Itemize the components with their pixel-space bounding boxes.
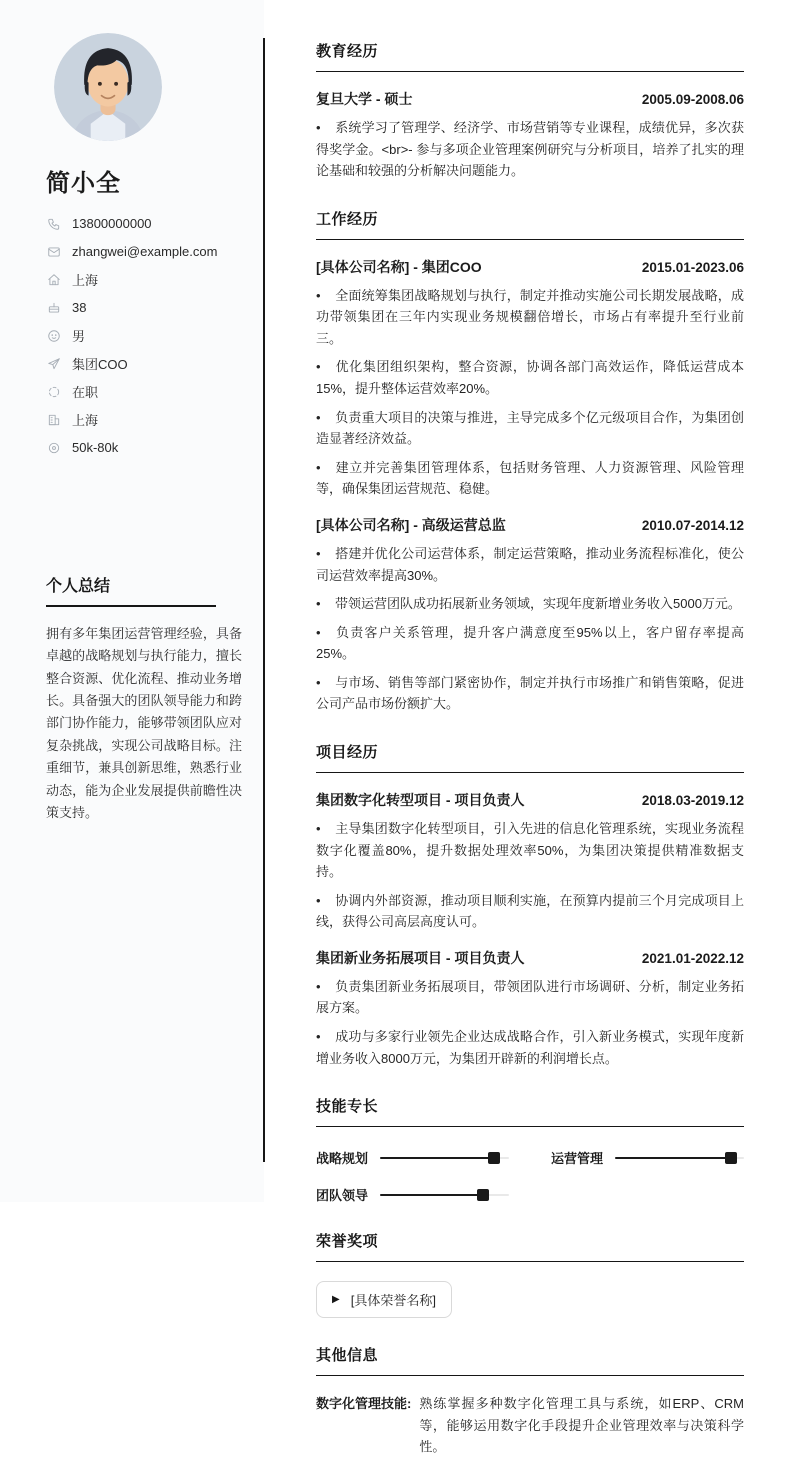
entry-date: 2018.03-2019.12	[641, 792, 744, 808]
contact-item	[46, 384, 240, 399]
contact-value: 13800000000	[72, 216, 152, 231]
contact-value: 在职	[72, 385, 99, 400]
gender-icon	[46, 328, 61, 343]
contact-item	[46, 412, 240, 427]
age-icon	[46, 300, 61, 315]
entry-title: [具体公司名称] - 集团COO	[316, 258, 482, 275]
entry-date: 2015.01-2023.06	[641, 259, 744, 275]
section-work	[316, 208, 744, 715]
status-icon	[46, 384, 61, 399]
contact-item	[46, 216, 240, 231]
summary-text: 拥有多年集团运营管理经验，具备卓越的战略规划与执行能力，擅长整合资源、优化流程、推动业务增长。具备强大的团队领导能力和跨部门协作能力，能够带领团队应对复杂挑战，实现公司战略目标。注重细节，兼具创新思维，熟悉行业动态，能为企业发展提供前瞻性决策支持。	[46, 626, 242, 820]
skill-label: 运营管理	[551, 1151, 604, 1167]
section-title-honors: 荣誉奖项	[316, 1230, 744, 1262]
skill-slider-fill	[380, 1157, 494, 1159]
skill-slider-track[interactable]	[615, 1157, 744, 1159]
skill-slider-track[interactable]	[380, 1194, 509, 1196]
section-skills	[316, 1095, 744, 1204]
skill-label: 团队领导	[316, 1188, 369, 1204]
contact-value: 50k-80k	[72, 440, 119, 455]
contact-value: 男	[72, 329, 86, 344]
entry	[316, 257, 744, 500]
entry-header	[316, 257, 744, 277]
entry-date: 2010.07-2014.12	[641, 517, 744, 533]
section-other	[316, 1344, 744, 1458]
position-icon	[46, 356, 61, 371]
skill-slider-handle[interactable]	[488, 1152, 500, 1164]
entry	[316, 515, 744, 715]
contact-item	[46, 356, 240, 371]
summary-section-title: 个人总结	[46, 573, 216, 607]
salary-icon	[46, 440, 61, 455]
entry	[316, 790, 744, 933]
entry-title: [具体公司名称] - 高级运营总监	[316, 516, 506, 533]
bullet-item: • 负责客户关系管理，提升客户满意度至95%以上，客户留存率提高25%。	[316, 622, 744, 665]
skill-item	[316, 1148, 509, 1167]
bullet-item: • 协调内外部资源，推动项目顺利实施，在预算内提前三个月完成项目上线，获得公司高层高度认可。	[316, 890, 744, 933]
contact-item	[46, 440, 240, 455]
entry	[316, 948, 744, 1069]
bullet-item: • 带领运营团队成功拓展新业务领域，实现年度新增业务收入5000万元。	[316, 593, 744, 615]
section-title-work: 工作经历	[316, 208, 744, 240]
bullet-item: • 主导集团数字化转型项目，引入先进的信息化管理系统，实现业务流程数字化覆盖80%，提升数据处理效率50%，为集团决策提供精准数据支持。	[316, 818, 744, 883]
contact-value: 38	[72, 300, 87, 315]
other-info-label: 数字化管理技能:	[316, 1396, 412, 1412]
section-honors	[316, 1230, 744, 1318]
column-divider	[263, 38, 265, 1162]
entry	[316, 89, 744, 182]
skill-slider-fill	[380, 1194, 483, 1196]
bullet-item: • 负责集团新业务拓展项目，带领团队进行市场调研、分析，制定业务拓展方案。	[316, 976, 744, 1019]
mail-icon	[46, 244, 61, 259]
contact-value: zhangwei@example.com	[72, 244, 218, 259]
entry-header	[316, 515, 744, 535]
contact-item	[46, 328, 240, 343]
section-title-other: 其他信息	[316, 1344, 744, 1376]
contact-value: 上海	[72, 413, 99, 428]
entry-date: 2021.01-2022.12	[641, 950, 744, 966]
honor-tag-list	[316, 1279, 744, 1318]
entry-header	[316, 89, 744, 109]
contact-value: 上海	[72, 273, 99, 288]
section-title-education: 教育经历	[316, 40, 744, 72]
bullet-item: • 全面统筹集团战略规划与执行，制定并推动实施公司长期发展战略，成功带领集团在三年内实现业务规模翻倍增长，市场占有率提升至行业前三。	[316, 285, 744, 350]
bullet-item: • 成功与多家行业领先企业达成战略合作，引入新业务模式，实现年度新增业务收入8000万元，为集团开辟新的利润增长点。	[316, 1026, 744, 1069]
bullet-item: • 负责重大项目的决策与推进，主导完成多个亿元级项目合作，为集团创造显著经济效益。	[316, 407, 744, 450]
avatar	[54, 33, 162, 141]
skill-slider-fill	[615, 1157, 731, 1159]
phone-icon	[46, 216, 61, 231]
contact-value: 集团COO	[72, 357, 128, 372]
contact-list	[46, 216, 240, 455]
bullet-item: • 搭建并优化公司运营体系，制定运营策略，推动业务流程标准化，使公司运营效率提高30%。	[316, 543, 744, 586]
contact-item	[46, 272, 240, 287]
education-entries	[316, 89, 744, 182]
entry-title: 复旦大学 - 硕士	[316, 91, 413, 107]
bullet-item: • 系统学习了管理学、经济学、市场营销等专业课程，成绩优异，多次获得奖学金。<br>- 参与多项企业管理案例研究与分析项目，培养了扎实的理论基础和较强的分析解决问题能力。	[316, 117, 744, 182]
other-items	[316, 1393, 744, 1458]
section-title-skills: 技能专长	[316, 1095, 744, 1127]
honor-tag-label: [具体荣誉名称]	[350, 1293, 436, 1309]
projects-entries	[316, 790, 744, 1069]
work-entries	[316, 257, 744, 715]
company-icon	[46, 412, 61, 427]
entry-header	[316, 790, 744, 810]
other-info-text: 熟练掌握多种数字化管理工具与系统，如ERP、CRM等，能够运用数字化手段提升企业管理效率与决策科学性。	[419, 1396, 744, 1455]
bullet-item: • 与市场、销售等部门紧密协作，制定并执行市场推广和销售策略，促进公司产品市场份额扩大。	[316, 672, 744, 715]
skill-label: 战略规划	[316, 1151, 369, 1167]
contact-item	[46, 244, 240, 259]
contact-item	[46, 300, 240, 315]
skill-item	[551, 1148, 744, 1167]
section-projects	[316, 741, 744, 1069]
skills-grid	[316, 1144, 744, 1204]
bullet-item: • 建立并完善集团管理体系，包括财务管理、人力资源管理、风险管理等，确保集团运营规范、稳健。	[316, 457, 744, 500]
bullet-item: • 优化集团组织架构，整合资源，协调各部门高效运作，降低运营成本15%，提升整体运营效率20%。	[316, 356, 744, 399]
home-icon	[46, 272, 61, 287]
skill-slider-track[interactable]	[380, 1157, 509, 1159]
person-name: 简小全	[46, 170, 121, 197]
section-title-projects: 项目经历	[316, 741, 744, 773]
entry-header	[316, 948, 744, 968]
skill-slider-handle[interactable]	[477, 1189, 489, 1201]
honor-tag[interactable]	[316, 1281, 452, 1318]
play-icon: ▶	[332, 1293, 340, 1305]
entry-title: 集团新业务拓展项目 - 项目负责人	[316, 949, 525, 966]
other-info-item	[316, 1393, 744, 1458]
skill-slider-handle[interactable]	[725, 1152, 737, 1164]
avatar-photo	[54, 33, 162, 141]
skill-item	[316, 1185, 509, 1204]
main-content	[316, 0, 744, 1484]
section-education	[316, 40, 744, 182]
sidebar	[0, 0, 264, 1202]
entry-title: 集团数字化转型项目 - 项目负责人	[316, 791, 525, 808]
entry-date: 2005.09-2008.06	[641, 92, 744, 107]
